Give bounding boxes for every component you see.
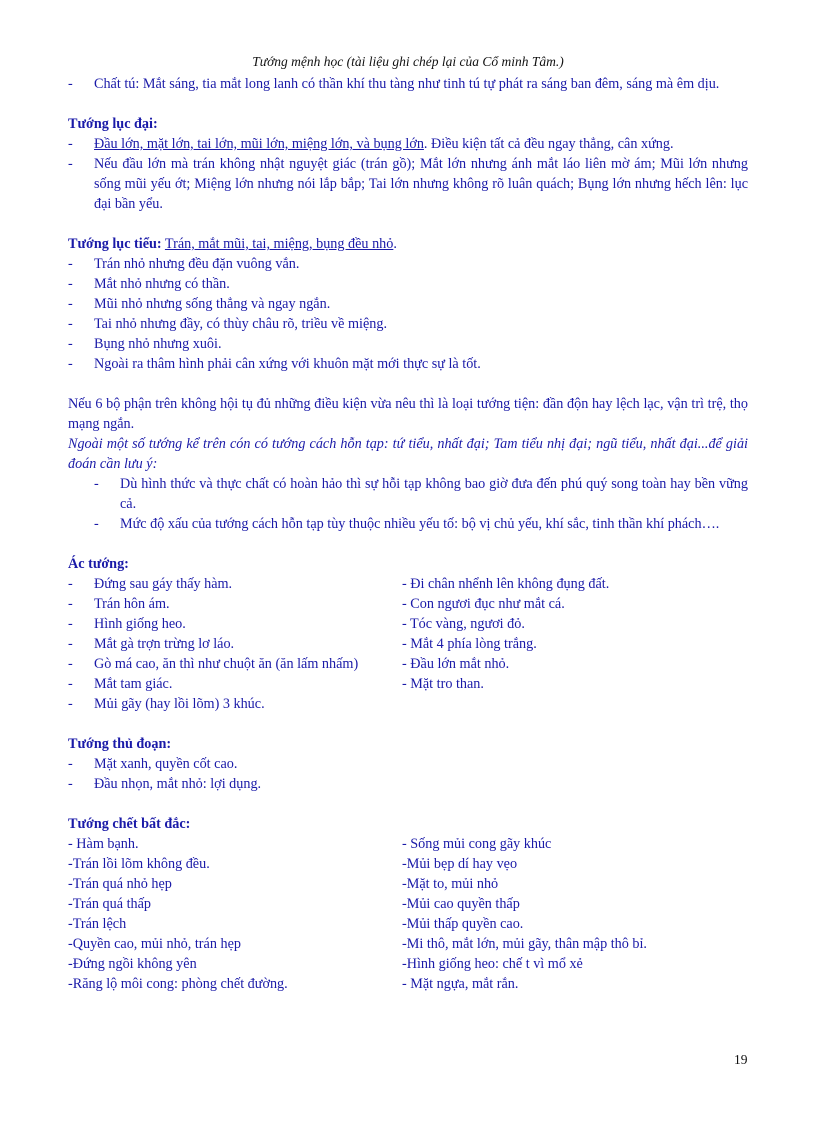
page-content (68, 74, 748, 994)
list-item: - Tai nhỏ nhưng đầy, có thùy châu rõ, triều về miệng. (68, 316, 387, 332)
list-item: - Mũi nhỏ nhưng sống thẳng và ngay ngắn. (68, 296, 331, 312)
list-item: - Mặt xanh, quyền cốt cao. (68, 756, 238, 772)
list-item: - Gò má cao, ăn thì như chuột ăn (ăn lấm nhấm) (68, 656, 359, 672)
section-title-luc-tieu: Tướng lục tiểu: (68, 236, 162, 252)
section-title-thu-doan: Tướng thủ đoạn: (68, 736, 172, 752)
bullet-dash: - (68, 156, 73, 172)
luc-dai-item (68, 134, 748, 154)
list-item: - Hình giống heo. (68, 616, 186, 632)
list-item: -Mặt to, mủi nhỏ (402, 876, 499, 892)
list-item: - Ngoài ra thâm hình phải cân xứng với khuôn mặt mới thực sự là tốt. (68, 356, 481, 372)
section-title-chet-bat-dac: Tướng chết bất đắc: (68, 816, 191, 832)
list-item: - Mặt ngựa, mắt rắn. (402, 976, 519, 992)
list-item: -Mủi thấp quyền cao. (402, 916, 524, 932)
list-item: -Răng lộ môi cong: phòng chết đường. (68, 976, 288, 992)
section-title-ac-tuong: Ác tướng: (68, 556, 129, 572)
luc-tieu-underlined: Trán, mắt mũi, tai, miệng, bụng đều nhỏ (164, 236, 394, 252)
list-item: -Hình giống heo: chế t vì mổ xẻ (402, 956, 583, 972)
list-item: -Mi thô, mắt lớn, mủi gãy, thân mập thô bỉ. (402, 936, 647, 952)
intro-item (68, 74, 748, 94)
list-item: -Trán quá thấp (68, 896, 152, 912)
ac-tuong-columns (68, 574, 748, 714)
list-item: - Bụng nhỏ nhưng xuôi. (68, 336, 222, 352)
list-item: - Mức độ xấu của tướng cách hỗn tạp tùy thuộc nhiều yếu tố: bộ vị chủ yếu, khí sắc, tinh thần khí phách…. (94, 516, 720, 532)
list-item: - Mắt tam giác. (68, 676, 173, 692)
list-item: - Mủi gãy (hay lồi lõm) 3 khúc. (68, 696, 265, 712)
list-item: -Trán quá nhỏ hẹp (68, 876, 172, 892)
luc-dai-item (68, 154, 748, 214)
list-item: -Đứng ngồi không yên (68, 956, 197, 972)
list-item: - Mắt nhỏ nhưng có thần. (68, 276, 230, 292)
chet-bat-dac-left-column (68, 834, 402, 994)
list-item: -Trán lồi lõm không đều. (68, 856, 210, 872)
list-item: - Đứng sau gáy thấy hàm. (68, 576, 233, 592)
list-item: - Dù hình thức và thực chất có hoàn hảo thì sự hỗi tạp không bao giờ đưa đến phú quý song toàn hay bền vững cả. (94, 476, 748, 512)
intro-text: Chất tú: Mắt sáng, tia mắt long lanh có thần khí thu tàng như tinh tú tự phát ra sáng ban đêm, sáng mà êm dịu. (94, 76, 720, 92)
bullet-dash: - (68, 76, 73, 92)
section-title-luc-dai: Tướng lục đại: (68, 116, 158, 132)
list-item: - Tóc vàng, ngươi đỏ. (402, 616, 525, 632)
chet-bat-dac-columns (68, 834, 748, 994)
list-item: - Con ngươi đục như mắt cá. (402, 596, 565, 612)
list-item: - Mắt gà trợn trừng lơ láo. (68, 636, 235, 652)
list-item: -Trán lệch (68, 916, 127, 932)
ac-tuong-right-column (402, 574, 748, 714)
list-item: - Trán hôn ám. (68, 596, 170, 612)
page-number: 19 (734, 1052, 748, 1067)
list-item: - Mắt 4 phía lòng trắng. (402, 636, 537, 652)
list-item: -Quyền cao, mủi nhỏ, trán hẹp (68, 936, 241, 952)
luc-dai-underlined: Đầu lớn, mặt lớn, tai lớn, mũi lớn, miệng lớn, và bụng lớn (94, 136, 424, 152)
list-item: - Đầu nhọn, mắt nhỏ: lợi dụng. (68, 776, 262, 792)
list-item: -Mủi bẹp dí hay vẹo (402, 856, 518, 872)
chet-bat-dac-right-column (402, 834, 748, 994)
note-italic: Ngoài một số tướng kể trên cón có tướng cách hỗn tạp: tứ tiểu, nhất đại; Tam tiểu nhị đại; ngũ tiểu, nhất đại...để giải đoán cần lưu ý: (68, 436, 748, 472)
ac-tuong-left-column (68, 574, 402, 714)
list-item: - Đầu lớn mắt nhỏ. (402, 656, 510, 672)
list-item: - Sống mủi cong gãy khúc (402, 836, 552, 852)
list-item: - Trán nhỏ nhưng đều đặn vuông vắn. (68, 256, 300, 272)
luc-dai-item-text: Nếu đầu lớn mà trán không nhật nguyệt giác (trán gồ); Mắt lớn nhưng ánh mắt láo liên mờ ám; Mũi lớn nhưng sống mũi yếu ớt; Miệng lớn nhưng nói lắp bắp; Tai lớn nhưng không rõ luân quách; Bụng lớn nhưng hếch lên: lục đại bần yểu. (94, 156, 748, 212)
bullet-dash: - (68, 136, 73, 152)
list-item: -Mủi cao quyền thấp (402, 896, 520, 912)
section-title-luc-tieu-line: Tướng lục tiểu: Trán, mắt mũi, tai, miệng, bụng đều nhỏ. (68, 236, 397, 252)
list-item: - Mặt tro than. (402, 676, 484, 692)
note-paragraph: Nếu 6 bộ phận trên không hội tụ đủ những điều kiện vừa nêu thì là loại tướng tiện: đần độn hay lệch lạc, vận trì trệ, thọ mạng ngắn. (68, 396, 748, 432)
list-item: - Đi chân nhểnh lên không đụng đất. (402, 576, 610, 592)
page-header: Tướng mệnh học (tài liệu ghi chép lại của Cổ minh Tâm.) (252, 54, 564, 69)
list-item: - Hàm bạnh. (68, 836, 139, 852)
luc-dai-rest: . Điều kiện tất cả đều ngay thẳng, cân xứng. (423, 136, 674, 152)
